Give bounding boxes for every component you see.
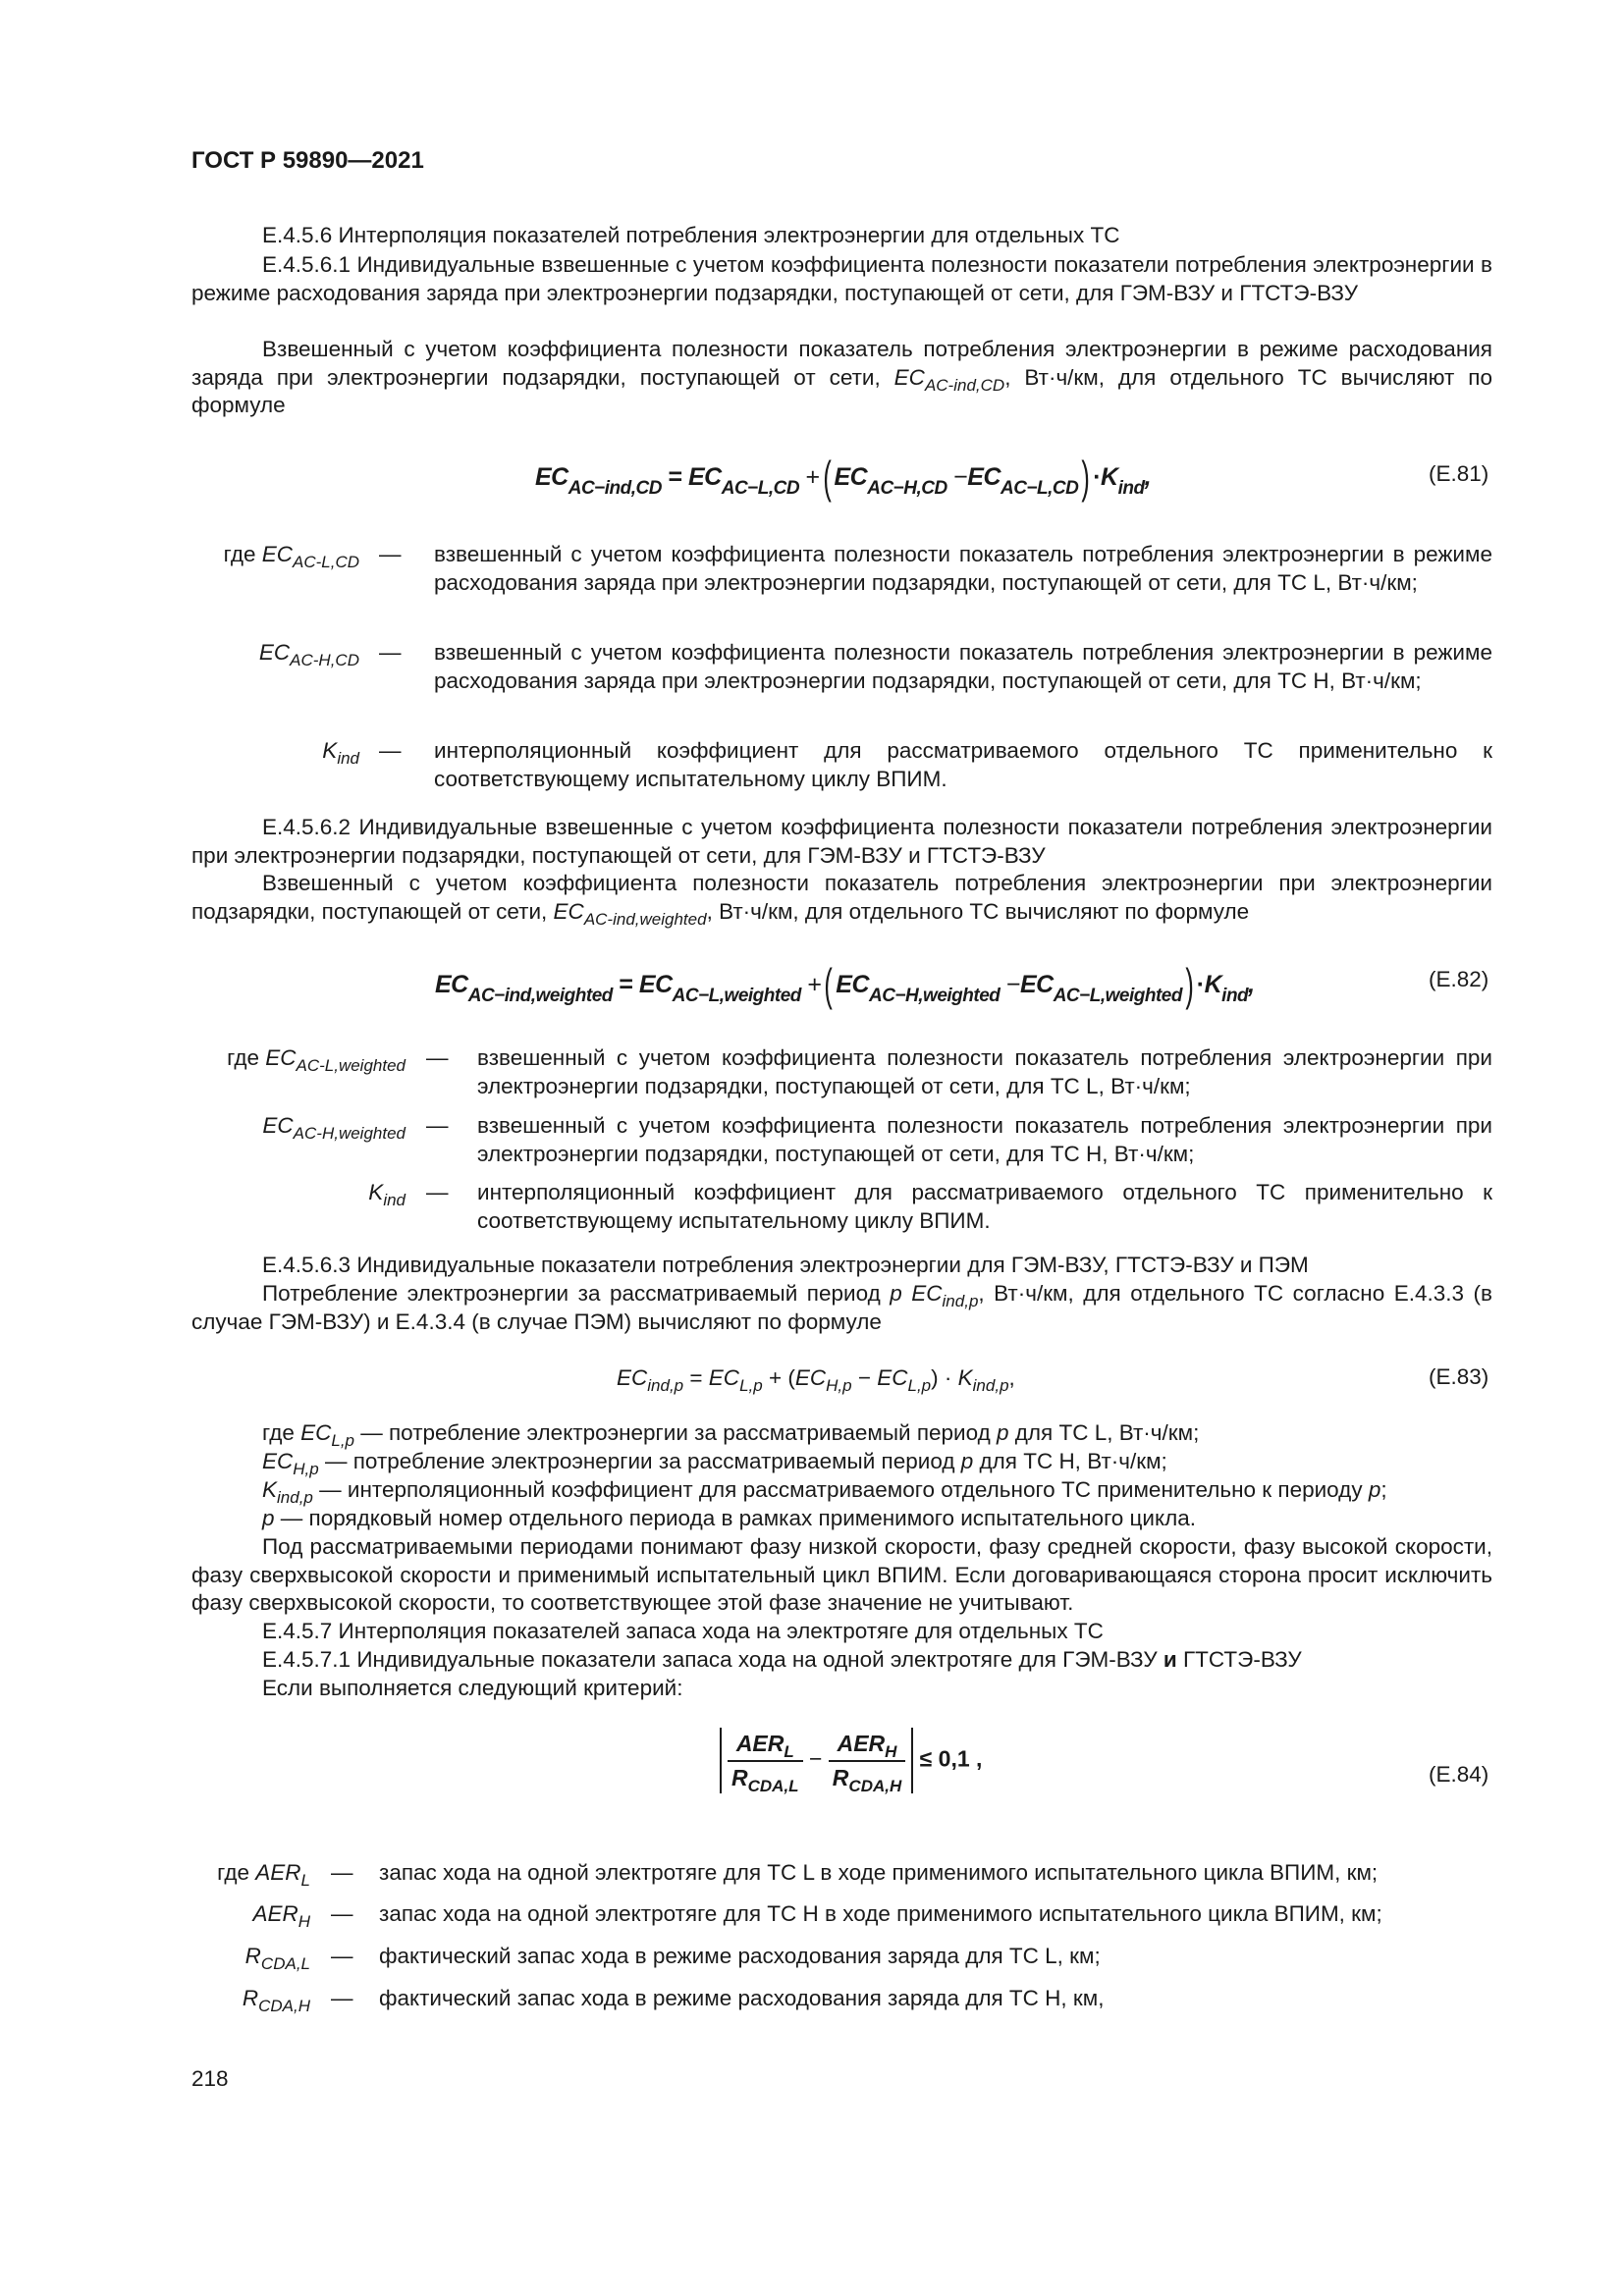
paragraph: Е.4.5.7 Интерполяция показателей запаса хода на электротяге для отдельных ТС bbox=[262, 1619, 1104, 1643]
definition-item: p — порядковый номер отдельного периода в рамках применимого испытательного цикла. bbox=[262, 1506, 1196, 1530]
paragraph: Если выполняется следующий критерий: bbox=[262, 1676, 683, 1700]
equation-number: (Е.83) bbox=[1429, 1364, 1489, 1389]
formula-e84: $\frac{AER_L}{R_{CDA,L}}$ − $\frac{AER_H}{R_{CDA,H}}$ ≤ 0,1 , bbox=[720, 1728, 982, 1793]
definition-item: $EC_{H,p}$ — потребление электроэнергии за рассматриваемый период p для ТС Н, Вт·ч/км; bbox=[262, 1449, 1167, 1478]
paragraph: Е.4.5.6.2 Индивидуальные взвешенные с учетом коэффициента полезности показатели потребления электроэнергии при электроэнергии подзарядки, поступающей от сети, для ГЭМ-ВЗУ и ГТСТЭ-ВЗУ bbox=[191, 815, 1492, 868]
paragraph: Взвешенный с учетом коэффициента полезности показатель потребления электроэнергии при электроэнергии подзарядки, поступающей от сети, $EC_{AC-ind,weighted}$, Вт·ч/км, для отдельного ТС вычисляют по формуле bbox=[191, 871, 1492, 929]
page-number: 218 bbox=[191, 2066, 229, 2091]
equation-number: (Е.82) bbox=[1429, 967, 1489, 991]
formula-e81: $EC_{AC-ind,CD} = EC_{AC-L,CD}$ +( $EC_{AC-H,CD} -EC_{AC-L,CD}) \cdot K_{ind}$, bbox=[535, 452, 1152, 503]
paragraph: Под рассматриваемыми периодами понимают фазу низкой скорости, фазу средней скорости, фазу высокой скорости, фазу сверхвысокой скорости и применимый испытательный цикл ВПИМ. Если договаривающаяся сторона просит исключить фазу сверхвысокой скорости, то соответствующее этой фазе значение не учитывают. bbox=[191, 1534, 1492, 1615]
paragraph: Е.4.5.6.1 Индивидуальные взвешенные с учетом коэффициента полезности показатели потребления электроэнергии в режиме расходования заряда при электроэнергии подзарядки, поступающей от сети, для ГЭМ-ВЗУ и ГТСТЭ-ВЗУ bbox=[191, 252, 1492, 305]
equation-number: (Е.84) bbox=[1429, 1762, 1489, 1787]
paragraph: Взвешенный с учетом коэффициента полезности показатель потребления электроэнергии в режиме расходования заряда при электроэнергии подзарядки, поступающей от сети, $EC_{AC-ind,CD}$, Вт·ч/км, для отдельного ТС вычисляют по формуле bbox=[191, 337, 1492, 417]
equation-number: (Е.81) bbox=[1429, 461, 1489, 486]
paragraph: Е.4.5.6.3 Индивидуальные показатели потребления электроэнергии для ГЭМ-ВЗУ, ГТСТЭ-ВЗУ и ПЭМ bbox=[262, 1253, 1309, 1277]
formula-e83: $EC_{ind,p} = EC_{L,p} + (EC_{H,p} - EC_{L,p}) \cdot K_{ind,p}$, bbox=[617, 1365, 1015, 1395]
document-header: ГОСТ Р 59890—2021 bbox=[191, 147, 424, 174]
definition-item: $K_{ind,p}$ — интерполяционный коэффициент для рассматриваемого отдельного ТС применительно к периоду p; bbox=[262, 1477, 1387, 1507]
definition-item: где $EC_{L,p}$ — потребление электроэнергии за рассматриваемый период p для ТС L, Вт·ч/км; bbox=[262, 1420, 1200, 1450]
document-page: ГОСТ Р 59890—2021 Е.4.5.6 Интерполяция показателей потребления электроэнергии для отдельных ТС Е.4.5.6.1 Индивидуальные взвешенные с учетом коэффициента полезности показатели потребления электроэнергии в режиме расходования заряда при электроэнергии подзарядки, поступающей от сети, для ГЭМ-ВЗУ и ГТСТЭ-ВЗУ Взвешенный с учетом коэффициента полезности показатель потребления электроэнергии в режиме расходования заряда при электроэнергии подзарядки, поступающей от сети, $EC_{AC-ind,CD}$, Вт·ч/км, для отдельного ТС вычисляют по формуле $EC_{AC-ind,CD} = EC_{AC-L,CD}$ +( $EC_{AC-H,CD} -EC_{AC-L,CD}) \cdot K_{ind}$, (Е.81) где $EC_{AC-L,CD}$ — взвешенный с учетом коэффициента полезности показатель потребления электроэнергии в режиме расходования заряда при электроэнергии подзарядки, поступающей от сети, для ТС L, Вт·ч/км; $EC_{AC-H,CD}$ — взвешенный с учетом коэффициента полезности показатель потребления электроэнергии в режиме расходования заряда при электроэнергии подзарядки, поступающей от сети, для ТС Н, Вт·ч/км; $K_{ind}$ — интерполяционный коэффициент для рассматриваемого отдельного ТС применительно к соответствующему испытательному циклу ВПИМ. Е.4.5.6.2 Индивидуальные взвешенные с учетом коэффициента полезности показатели потребления электроэнергии при электроэнергии подзарядки, поступающей от сети, для ГЭМ-ВЗУ и ГТСТЭ-ВЗУ Взвешенный с учетом коэффициента полезности показатель потребления электроэнергии при электроэнергии подзарядки, поступающей от сети, $EC_{AC-ind,weighted}$, Вт·ч/км, для отдельного ТС вычисляют по формуле $EC_{AC-ind,weighted} = EC_{AC-L,weighted}$ +( $EC_{AC-H,weighted} -EC_{AC-L,weighted}) \cdot K_{ind}$, (Е.82) где $EC_{AC-L,weighted}$ — взвешенный с учетом коэффициента полезности показатель потребления электроэнергии при электроэнергии подзарядки, поступающей от сети, для ТС L, Вт·ч/км; $EC_{AC-H,weighted}$ — взвешенный с учетом коэффициента полезности показатель потребления электроэнергии при электроэнергии подзарядки, поступающей от сети, для ТС Н, Вт·ч/км; $K_{ind}$ — интерполяционный коэффициент для рассматриваемого отдельного ТС применительно к соответствующему испытательному циклу ВПИМ. Е.4.5.6.3 Индивидуальные показатели потребления электроэнергии для ГЭМ-ВЗУ, ГТСТЭ-ВЗУ и ПЭМ Потребление электроэнергии за рассматриваемый период p $EC_{ind,p}$, Вт·ч/км, для отдельного ТС согласно Е.4.3.3 (в случае ГЭМ-ВЗУ) и Е.4.3.4 (в случае ПЭМ) вычисляют по формуле $EC_{ind,p} = EC_{L,p} + (EC_{H,p} - EC_{L,p}) \cdot K_{ind,p}$, (Е.83) где $EC_{L,p}$ — потребление электроэнергии за рассматриваемый период p для ТС L, Вт·ч/км; $EC_{H,p}$ — потребление электроэнергии за рассматриваемый период p для ТС Н, Вт·ч/км; $K_{ind,p}$ — интерполяционный коэффициент для рассматриваемого отдельного ТС применительно к периоду p; p — порядковый номер отдельного периода в рамках применимого испытательного цикла. Под рассматриваемыми периодами понимают фазу низкой скорости, фазу средней скорости, фазу высокой скорости, фазу сверхвысокой скорости и применимый испытательный цикл ВПИМ. Если договаривающаяся сторона просит исключить фазу сверхвысокой скорости, то соответствующее этой фазе значение не учитывают. Е.4.5.7 Интерполяция показателей запаса хода на электротяге для отдельных ТС Е.4.5.7.1 Индивидуальные показатели запаса хода на одной электротяге для ГЭМ-ВЗУ и ГТСТЭ-ВЗУ Если выполняется следующий критерий: $\frac{AER_L}{R_{CDA,L}}$ − $\frac{AER_H}{R_{CDA,H}}$ ≤ 0,1 , (Е.84) где $AER_L$ — запас хода на одной электротяге для ТС L в ходе применимого испытательного цикла ВПИМ, км; $AER_H$ — запас хода на одной электротяге для ТС Н в ходе применимого испытательного цикла ВПИМ, км; $R_{CDA,L}$ — фактический запас хода в режиме расходования заряда для ТС L, км; $R_{CDA,H}$ — фактический запас хода в режиме расходования заряда для ТС Н, км, 218 bbox=[191, 147, 1492, 2091]
formula-e82: $EC_{AC-ind,weighted} = EC_{AC-L,weighted}$ +( $EC_{AC-H,weighted} -EC_{AC-L,weighted}) \cdot K_{ind}$, bbox=[435, 959, 1255, 1010]
paragraph: Е.4.5.7.1 Индивидуальные показатели запаса хода на одной электротяге для ГЭМ-ВЗУ и ГТСТЭ-ВЗУ bbox=[262, 1647, 1302, 1672]
paragraph: Е.4.5.6 Интерполяция показателей потребления электроэнергии для отдельных ТС bbox=[262, 223, 1120, 247]
paragraph: Потребление электроэнергии за рассматриваемый период p $EC_{ind,p}$, Вт·ч/км, для отдельного ТС согласно Е.4.3.3 (в случае ГЭМ-ВЗУ) и Е.4.3.4 (в случае ПЭМ) вычисляют по формуле bbox=[191, 1281, 1492, 1334]
